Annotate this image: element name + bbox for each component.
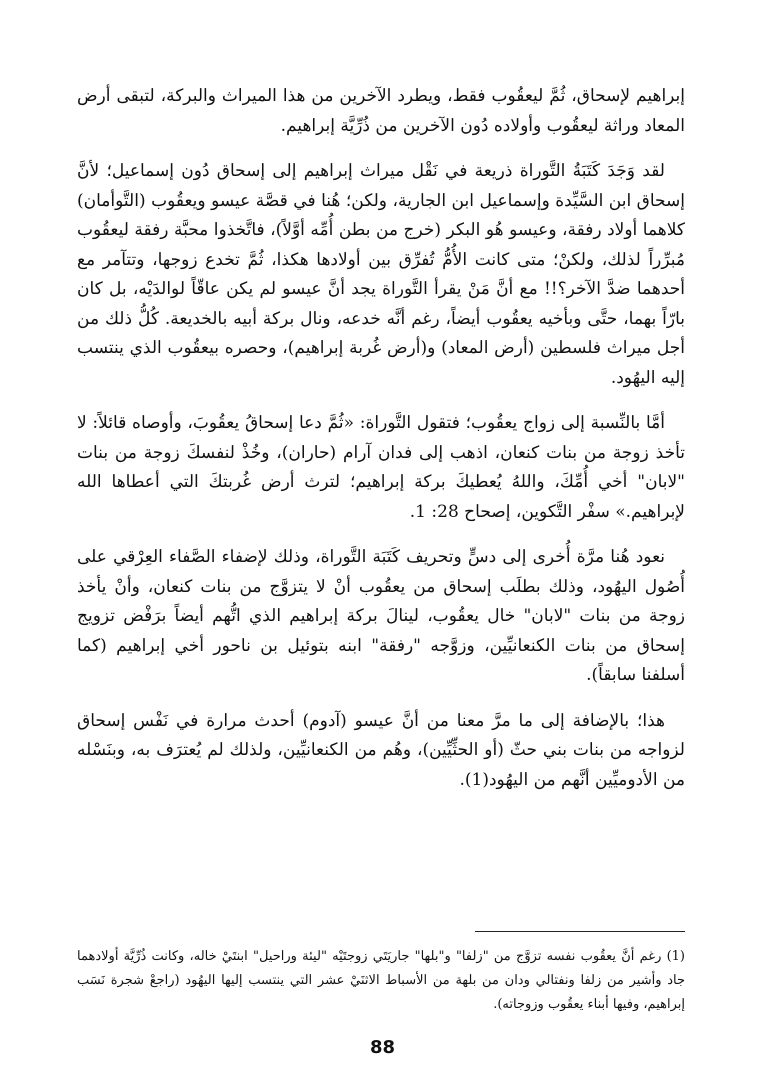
paragraph-4: نعود هُنا مرَّة أُخرى إلى دسٍّ وتحريف كَتَبَة التَّوراة، وذلك لإضفاء الصَّفاء العِرْقي على أُصُول اليهُود، وذلك بطلَب إسحاق من يعقُوب أنْ لا يتزوَّج من بنات كنعان، وأنْ يأخذ زوجة من بنات "لابان" خال يعقُوب، لينالَ بركة إبراهيم الذي اتُّهم أيضاً برَفْض تزويج إسحاق من بنات الكنعانيِّين، وزوَّجه "رفقة" ابنه بتوئيل بن ناحور أخي إبراهيم (كما أسلفنا سابقاً). bbox=[77, 547, 685, 685]
page-number: 88 bbox=[369, 1037, 396, 1058]
footnote: (1) رغم أنَّ يعقُوب نفسه تزوَّج من "زلفا" و"بلها" جاريَتَي زوجتَيْه "ليئة وراحيل" ابنتَيْ خاله، وكانت ذُرِّيَّة أولادهما جاد وأشير من زلفا ونفتالي ودان من بلهة من الأسباط الاثنَيْ عشر التي ينتسب إليها اليهُود (راجعْ شجرة نَسَب إبراهيم، وفيها أبناء يعقُوب وزوجاته). bbox=[77, 949, 685, 1012]
paragraph-5: هذا؛ بالإضافة إلى ما مرَّ معنا من أنَّ عيسو (آدوم) أحدث مرارة في نَفْس إسحاق لزواجه من بنات بني حثّ (أو الحثِّيِّين)، وهُم من الكنعانيِّين، ولذلك لم يُعترَف به، وبنَسْله من الأدوميِّين أنَّهم من اليهُود(1). bbox=[77, 710, 685, 790]
paragraph-3: أمَّا بالنِّسبة إلى زواج يعقُوب؛ فتقول التَّوراة: «ثُمَّ دعا إسحاقُ يعقُوبَ، وأوصاه قائلاً: لا تأخذ زوجة من بنات كنعان، اذهب إلى فدان آرام (حاران)، وخُذْ لنفسكَ زوجة من بنات "لابان" أخي أُمِّكَ، واللهُ يُعطيكَ بركة إبراهيم؛ لترث أرض غُربتكَ التي أعطاها الله لإبراهيم.» سفْر التَّكوين، إصحاح 28: 1. bbox=[77, 413, 685, 522]
paragraph-2: لقد وَجَدَ كَتَبَةُ التَّوراة ذريعة في نَقْل ميراث إبراهيم إلى إسحاق دُون إسماعيل؛ لأنَّ إسحاق ابن السَّيِّدة وإسماعيل ابن الجارية، ولكن؛ هُنا في قصَّة عيسو ويعقُوب (التَّوأمان) كلاهما أولاد رفقة، وعيسو هُو البكر (خرج من بطن أُمِّه أوَّلاً)، فاتَّخذوا محبَّة رفقة ليعقُوب مُبرِّراً لذلك، ولكنْ؛ متى كانت الأُمُّ تُفرِّق بين أولادها هكذا، ثُمَّ تخدع زوجها، وتتآمر مع أحدهما ضدَّ الآخر؟!! مع أنَّ مَنْ يقرأ التَّوراة يجد أنَّ عيسو لم يكن عاقّاً لوالدَيْه، بل كان بارّاً بهما، حتَّى وبأخيه يعقُوب أيضاً، رغم أنَّه خدعه، ونال بركة أبيه بالخديعة. كُلُّ ذلك من أجل ميراث فلسطين (أرض المعاد) و(أرض غُربة إبراهيم)، وحصره بيعقُوب الذي ينتسب إليه اليهُود. bbox=[77, 161, 685, 388]
footnote-divider bbox=[475, 931, 685, 932]
paragraph-1: إبراهيم لإسحاق، ثُمَّ ليعقُوب فقط، ويطرد الآخرين من هذا الميراث والبركة، لتبقى أرض المعاد وراثة ليعقُوب وأولاده دُون الآخرين من ذُرِّيَّة إبراهيم. bbox=[77, 86, 685, 136]
body-text bbox=[77, 82, 685, 811]
